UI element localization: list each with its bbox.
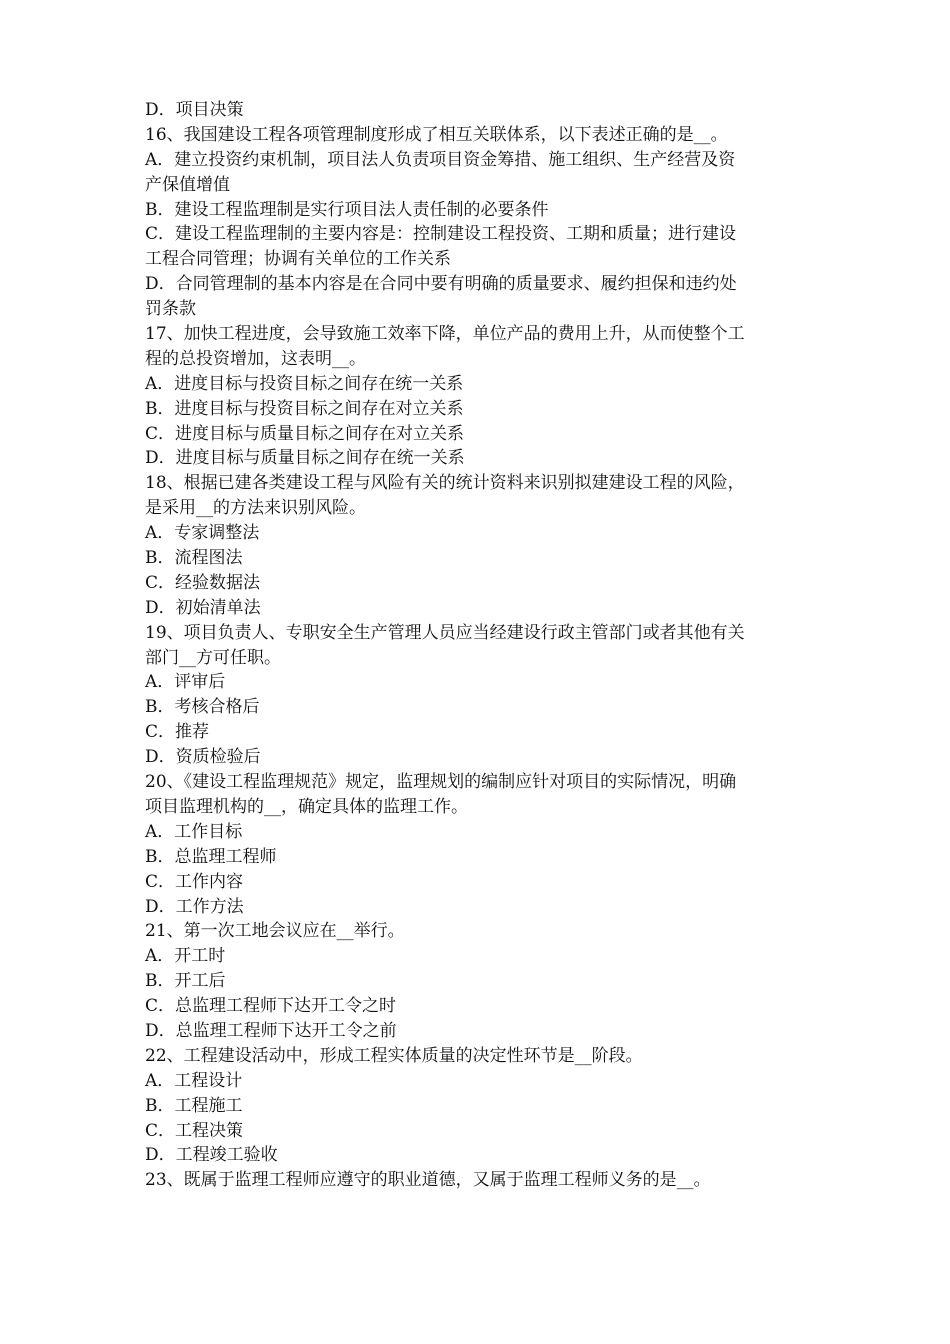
text-line: D．资质检验后 — [145, 747, 261, 768]
question-18: 18、根据已建各类建设工程与风险有关的统计资料来识别拟建建设工程的风险， — [145, 473, 745, 494]
text-line: C．建设工程监理制的主要内容是：控制建设工程投资、工期和质量；进行建设 — [145, 224, 737, 245]
text-line: A．评审后 — [145, 672, 226, 693]
text-line: C．工作内容 — [145, 871, 244, 892]
question-23: 23、既属于监理工程师应遵守的职业道德，又属于监理工程师义务的是__。 — [145, 1170, 711, 1191]
text-line: D．工作方法 — [145, 896, 244, 917]
text-line: C．进度目标与质量目标之间存在对立关系 — [145, 423, 465, 444]
text-line: B．建设工程监理制是实行项目法人责任制的必要条件 — [145, 199, 549, 220]
question-16: 16、我国建设工程各项管理制度形成了相互关联体系，以下表述正确的是__。 — [145, 124, 728, 145]
text-line: D．项目决策 — [145, 100, 244, 120]
text-line: 部门__方可任职。 — [145, 647, 281, 668]
text-line: A．开工时 — [145, 946, 226, 967]
question-19: 19、项目负责人、专职安全生产管理人员应当经建设行政主管部门或者其他有关 — [145, 622, 745, 643]
text-line: B．总监理工程师 — [145, 846, 277, 867]
text-line: A．建立投资约束机制，项目法人负责项目资金筹措、施工组织、生产经营及资 — [145, 149, 736, 170]
document-page — [145, 98, 820, 1193]
question-17: 17、加快工程进度，会导致施工效率下降，单位产品的费用上升，从而使整个工 — [145, 324, 745, 345]
text-line: 项目监理机构的__，确定具体的监理工作。 — [145, 796, 468, 817]
text-line: 罚条款 — [145, 299, 196, 320]
text-line: D．初始清单法 — [145, 597, 261, 618]
text-line: A．工作目标 — [145, 821, 243, 842]
text-line: 产保值增值 — [145, 174, 230, 195]
text-line: D．进度目标与质量目标之间存在统一关系 — [145, 448, 465, 469]
text-line: A．专家调整法 — [145, 523, 260, 544]
text-line: B．开工后 — [145, 971, 226, 992]
text-line: D．合同管理制的基本内容是在合同中要有明确的质量要求、履约担保和违约处 — [145, 274, 737, 295]
text-line: B．进度目标与投资目标之间存在对立关系 — [145, 398, 464, 419]
text-line: C．总监理工程师下达开工令之时 — [145, 996, 397, 1017]
text-line: A．工程设计 — [145, 1070, 243, 1091]
text-line: C．经验数据法 — [145, 572, 261, 593]
text-line: C．工程决策 — [145, 1120, 244, 1141]
text-line: D．工程竣工验收 — [145, 1145, 278, 1166]
text-line: C．推荐 — [145, 722, 210, 743]
question-20: 20、《建设工程监理规范》规定，监理规划的编制应针对项目的实际情况，明确 — [145, 772, 737, 793]
text-line: B．工程施工 — [145, 1095, 243, 1116]
text-line: B．考核合格后 — [145, 697, 260, 718]
text-line: 是采用__的方法来识别风险。 — [145, 498, 366, 519]
text-line: 程的总投资增加，这表明__。 — [145, 348, 366, 369]
text-line: A．进度目标与投资目标之间存在统一关系 — [145, 373, 464, 394]
question-22: 22、工程建设活动中，形成工程实体质量的决定性环节是__阶段。 — [145, 1045, 643, 1066]
text-line: 工程合同管理；协调有关单位的工作关系 — [145, 249, 451, 270]
text-line: D．总监理工程师下达开工令之前 — [145, 1020, 397, 1041]
text-line: B．流程图法 — [145, 548, 243, 569]
question-21: 21、第一次工地会议应在__举行。 — [145, 921, 405, 942]
